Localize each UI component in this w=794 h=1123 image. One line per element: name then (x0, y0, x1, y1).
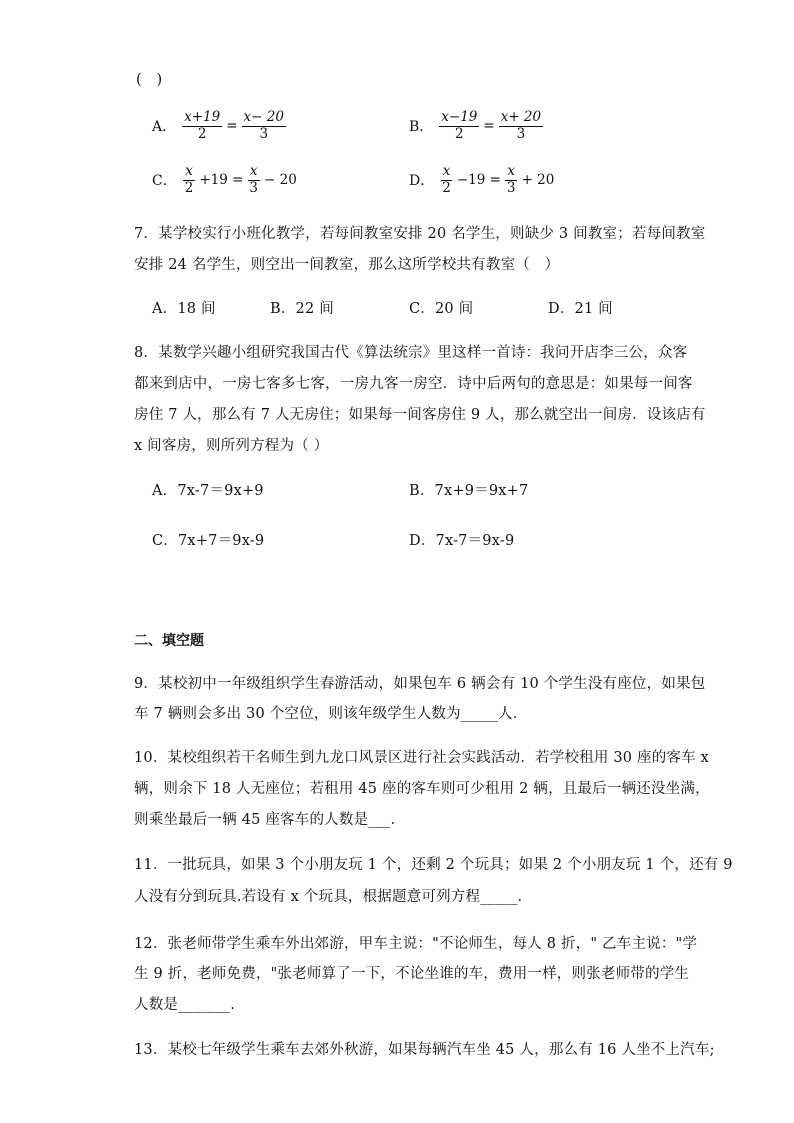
option-label: C． (152, 173, 177, 190)
q12-line-2: 生 9 折，老师免费，"张老师算了一下，不论坐谁的车，费用一样，则张老师带的学生 (134, 966, 690, 982)
fraction-denominator: 3 (516, 125, 526, 142)
fraction-numerator: x (507, 163, 516, 179)
fraction-numerator: x+ 20 (500, 109, 542, 125)
fraction-numerator: x (185, 163, 193, 179)
q11-line-1: 11．一批玩具，如果 3 个小朋友玩 1 个，还剩 2 个玩具；如果 2 个小朋友玩 1 个，还有 9 (134, 857, 733, 873)
equation-tail: − 20 (264, 172, 297, 189)
option-label: B． (409, 119, 434, 136)
fraction-numerator: x (442, 163, 451, 179)
fraction-denominator: 3 (249, 179, 258, 196)
equals-sign: = (483, 118, 495, 135)
q8-line-2: 都来到店中，一房七客多七客，一房九客一房空．诗中后两句的意思是：如果每一间客 (134, 376, 693, 392)
q8-line-4: x 间客房，则所列方程为（ ） (134, 438, 329, 454)
section-heading: 二、填空题 (134, 633, 204, 649)
option-label: A． (152, 119, 177, 136)
fraction-numerator: x− 20 (243, 109, 284, 125)
q8-option-b[interactable]: B．7x+9＝9x+7 (409, 483, 529, 499)
q7-option-a[interactable]: A．18 间 (152, 301, 216, 317)
q8-line-1: 8．某数学兴趣小组研究我国古代《算法统宗》里这样一首诗：我问开店李三公，众客 (134, 345, 688, 361)
q10-line-3: 则乘坐最后一辆 45 座客车的人数是___． (134, 812, 406, 828)
fraction-numerator: x (249, 163, 258, 179)
q6-option-a[interactable] (152, 110, 286, 142)
equation-middle: −19 = (456, 172, 501, 189)
option-label: D． (409, 173, 435, 190)
q8-option-d[interactable]: D．7x-7＝9x-9 (409, 533, 515, 549)
q8-line-3: 房住 7 人，那么有 7 人无房住；如果每一间客房住 9 人，那么就空出一间房．设该店有 (134, 407, 706, 423)
q7-option-d[interactable]: D．21 间 (548, 301, 613, 317)
q12-line-1: 12．张老师带学生乘车外出郊游，甲车主说："不论师生，每人 8 折，" 乙车主说："学 (134, 936, 698, 952)
q6-option-d[interactable] (409, 164, 554, 196)
q7-line-1: 7．某学校实行小班化教学，若每间教室安排 20 名学生，则缺少 3 间教室；若每间教室 (134, 226, 706, 242)
q7-option-b[interactable]: B．22 间 (270, 301, 334, 317)
fraction-numerator: x+19 (184, 109, 221, 125)
q8-option-c[interactable]: C．7x+7＝9x-9 (152, 533, 265, 549)
fraction-denominator: 2 (455, 125, 464, 142)
q6-option-c[interactable] (152, 164, 297, 196)
equals-sign: = (226, 118, 238, 135)
fraction-denominator: 2 (197, 125, 207, 142)
equation-middle: +19 = (199, 172, 244, 189)
q7-option-c[interactable]: C．20 间 (409, 301, 474, 317)
equation-tail: + 20 (521, 172, 555, 189)
fraction-numerator: x−19 (441, 109, 478, 125)
fraction-denominator: 3 (506, 179, 516, 196)
fraction-denominator: 2 (184, 179, 194, 196)
q6-bracket: ( ) (136, 72, 163, 88)
q7-line-2: 安排 24 名学生，则空出一间教室，那么这所学校共有教室（ ） (134, 257, 560, 273)
q9-line-2: 车 7 辆则会多出 30 个空位，则该年级学生人数为_____人． (134, 706, 528, 722)
q10-line-2: 辆，则余下 18 人无座位；若租用 45 座的客车则可少租用 2 辆，且最后一辆还没坐满， (134, 781, 710, 797)
q10-line-1: 10．某校组织若干名师生到九龙口风景区进行社会实践活动．若学校租用 30 座的客车 x (134, 750, 710, 766)
q11-line-2: 人没有分到玩具.若设有 x 个玩具，根据题意可列方程_____. (134, 889, 523, 905)
q8-option-a[interactable]: A．7x-7＝9x+9 (152, 483, 264, 499)
fraction-denominator: 2 (442, 179, 451, 196)
q12-line-3: 人数是_______. (134, 997, 236, 1013)
fraction-denominator: 3 (259, 125, 269, 142)
q6-option-b[interactable] (409, 110, 543, 142)
q13-line-1: 13．某校七年级学生乘车去郊外秋游，如果每辆汽车坐 45 人，那么有 16 人坐不上汽车; (134, 1042, 715, 1058)
q9-line-1: 9．某校初中一年级组织学生春游活动，如果包车 6 辆会有 10 个学生没有座位，如果包 (134, 676, 706, 692)
